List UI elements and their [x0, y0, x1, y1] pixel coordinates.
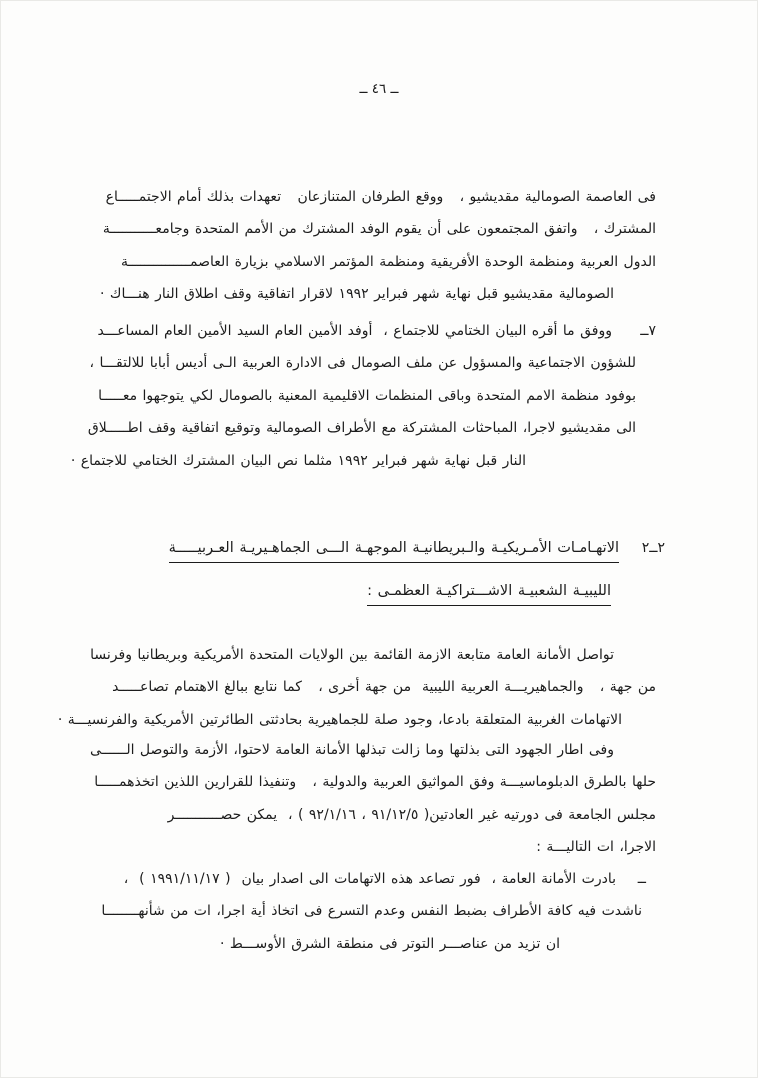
underlined-text: الليبيـة الشعبيـة الاشـــتراكيـة العظمـى :: [367, 583, 611, 606]
text-line: المشترك ، واتفق المجتمعون على أن يقوم الوفد المشترك من الأمم المتحدة وجامعـــــــــــة: [102, 221, 656, 238]
text-line: فى العاصمة الصومالية مقديشيو ، ووقع الطرفان المتنازعان تعهدات بذلك أمام الاجتمـــــاع: [105, 189, 656, 205]
section-title-line-2: [101, 575, 665, 607]
text-line: بوفود منظمة الامم المتحدة وباقى المنظمات الاقليمية المعنية بالصومال لكي يتوجهوا معـــــا: [98, 387, 636, 404]
page-number: ــ ٤٦ ــ: [359, 81, 399, 97]
text-line: الاجرا، ات التاليـــة :: [536, 839, 656, 856]
text-line: النار قبل نهاية شهر فبراير ١٩٩٢ مثلما نص البيان المشترك الختامي للاجتماع ·: [70, 452, 526, 469]
section-number: ٢ــ٢: [641, 540, 665, 556]
section-heading-2-2-line2: [101, 575, 665, 607]
paragraph-7: [70, 315, 656, 477]
text-line: مجلس الجامعة فى دورتيه غير العادتين( ٩١/١٢/٥ ، ٩٢/١/١٦ ) ، يمكن حصـــــــــــر: [167, 806, 656, 823]
text-line: من جهة ، والجماهيريـــة العربية الليبية من جهة أخرى ، كما نتابع ببالغ الاهتمام تصاعـــــد: [112, 679, 656, 696]
bullet-statement-1991: [101, 863, 656, 960]
text-line: الدول العربية ومنظمة الوحدة الأفريقية ومنظمة المؤتمر الاسلامي بزيارة العاصمـــــــــــــــة: [121, 253, 656, 270]
text-line: وفى اطار الجهود التى بذلتها وما زالت تبذلها الأمانة العامة لاحتوا، الأزمة والتوصل الــــــى: [90, 742, 614, 758]
paragraph-somalia-meeting: [101, 181, 656, 311]
section-heading-2-2: [101, 532, 665, 564]
paragraph-efforts: [90, 734, 656, 864]
bullet-dash-marker: ــ: [637, 871, 646, 887]
text-line: حلها بالطرق الدبلوماسيـــة وفق المواثيق العربية والدولية ، وتنفيذا للقرارين اللذين اتخذهمـــــا: [94, 774, 656, 791]
underlined-text: الاتهـامـات الأمـريكيـة والـبريطانيـة الموجهـة الـــى الجماهـيريـة العـربيـــــة: [169, 540, 619, 563]
text-line: الاتهامات الغربية المتعلقة بادعا، وجود صلة للجماهيرية بحادثتى الطائرتين الأمريكية والفرنسيـــة ·: [57, 711, 622, 728]
text-line: الى مقديشيو لاجرا، المباحثات المشتركة مع الأطراف الصومالية وتوقيع اتفاقية وقف اطـــــلاق: [87, 420, 636, 437]
paragraph-7-number: ٧ــ: [640, 323, 656, 339]
text-line: ان تزيد من عناصـــر التوتر فى منطقة الشرق الأوســـط ·: [219, 935, 560, 952]
text-line: للشؤون الاجتماعية والمسؤول عن ملف الصومال فى الادارة العربية الـى أديس أبابا للالتقـــا ،: [89, 355, 636, 372]
text-line: بادرت الأمانة العامة ، فور تصاعد هذه الاتهامات الى اصدار بيان ( ١٩٩١/١١/١٧ ) ،: [123, 871, 616, 887]
text-line: ناشدت فيه كافة الأطراف بضبط النفس وعدم التسرع فى اتخاذ أية اجرا، ات من شأنهــــــــا: [101, 903, 642, 920]
section-title-line-1: [101, 532, 665, 564]
text-line: ووفق ما أقره البيان الختامي للاجتماع ، أوفد الأمين العام السيد الأمين العام المساعـــد: [97, 323, 612, 339]
text-line: الصومالية مقديشيو قبل نهاية شهر فبراير ١٩٩٢ لاقرار اتفاقية وقف اطلاق النار هنـــاك ·: [100, 286, 614, 303]
text-line: تواصل الأمانة العامة متابعة الازمة القائمة بين الولايات المتحدة الأمريكية وبريطانيا وفرنسا: [90, 647, 614, 663]
paragraph-libya-crisis: [57, 639, 656, 736]
